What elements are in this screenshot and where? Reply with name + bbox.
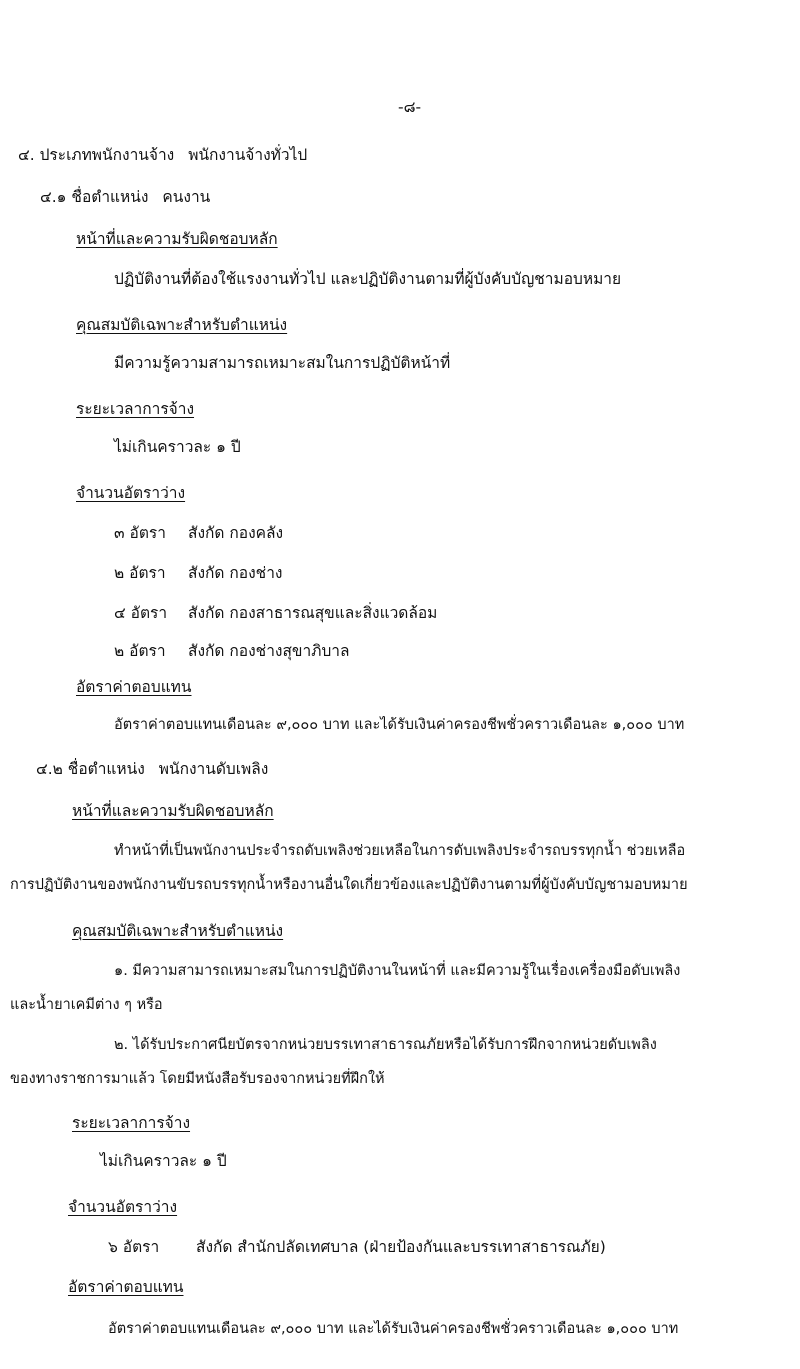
- page-number: -๘-: [398, 98, 422, 116]
- pay-label: อัตราค่าตอบแทน: [68, 1278, 184, 1296]
- position-label: ๔.๒ ชื่อตำแหน่ง: [36, 760, 145, 778]
- vacancy-count: ๒ อัตรา: [114, 642, 166, 660]
- qualification-item-2-line1: ๒. ได้รับประกาศนียบัตรจากหน่วยบรรเทาสาธารณภัยหรือได้รับการฝึกจากหน่วยดับเพลิง: [114, 1037, 657, 1053]
- vacancy-unit: สังกัด กองช่างสุขาภิบาล: [188, 642, 350, 660]
- vacancy-count: ๓ อัตรา: [114, 524, 166, 542]
- qualification-label: คุณสมบัติเฉพาะสำหรับตำแหน่ง: [72, 922, 284, 940]
- duties-text: ปฏิบัติงานที่ต้องใช้แรงงานทั่วไป และปฏิบัติงานตามที่ผู้บังคับบัญชามอบหมาย: [114, 270, 622, 288]
- vacancy-row: [114, 602, 437, 624]
- vacancy-unit: สังกัด กองช่าง: [188, 564, 283, 582]
- vacancy-row: [114, 640, 349, 662]
- duties-text-line1: ทำหน้าที่เป็นพนักงานประจำรถดับเพลิงช่วยเหลือในการดับเพลิงประจำรถบรรทุกน้ำ ช่วยเหลือ: [114, 843, 686, 859]
- qualification-item-1-line1: ๑. มีความสามารถเหมาะสมในการปฏิบัติงานในหน้าที่ และมีความรู้ในเรื่องเครื่องมือดับเพลิง: [114, 963, 681, 979]
- position-label: ๔.๑ ชื่อตำแหน่ง: [40, 188, 149, 206]
- period-label: ระยะเวลาการจ้าง: [76, 400, 195, 418]
- vacancy-unit: สังกัด กองคลัง: [188, 524, 284, 542]
- pay-label: อัตราค่าตอบแทน: [76, 678, 192, 696]
- vacancy-row: [114, 522, 283, 544]
- position-heading: [36, 758, 268, 780]
- qualification-item-2-line2: ของทางราชการมาแล้ว โดยมีหนังสือรับรองจากหน่วยที่ฝึกให้: [10, 1071, 385, 1087]
- vacancy-count: ๔ อัตรา: [114, 604, 168, 622]
- qualification-text: มีความรู้ความสามารถเหมาะสมในการปฏิบัติหน้าที่: [114, 354, 451, 372]
- position-heading: [40, 186, 210, 208]
- vacancy-unit: สังกัด กองสาธารณสุขและสิ่งแวดล้อม: [188, 604, 438, 622]
- vacancy-label: จำนวนอัตราว่าง: [76, 484, 186, 502]
- period-text: ไม่เกินคราวละ ๑ ปี: [114, 438, 241, 456]
- qualification-label: คุณสมบัติเฉพาะสำหรับตำแหน่ง: [76, 316, 288, 334]
- duties-text-line2: การปฏิบัติงานของพนักงานขับรถบรรทุกน้ำหรืองานอื่นใดเกี่ยวข้องและปฏิบัติงานตามที่ผู้บังคับบัญชามอบหมาย: [10, 877, 688, 893]
- position-name: คนงาน: [162, 188, 211, 206]
- qualification-item-1-line2: และน้ำยาเคมีต่าง ๆ หรือ: [10, 997, 163, 1013]
- pay-text: อัตราค่าตอบแทนเดือนละ ๙,๐๐๐ บาท และได้รับเงินค่าครองชีพชั่วคราวเดือนละ ๑,๐๐๐ บาท: [114, 717, 685, 733]
- duties-label: หน้าที่และความรับผิดชอบหลัก: [76, 230, 278, 248]
- period-text: ไม่เกินคราวละ ๑ ปี: [100, 1152, 227, 1170]
- vacancy-unit: สังกัด สำนักปลัดเทศบาล (ฝ่ายป้องกันและบรรเทาสาธารณภัย): [196, 1238, 606, 1256]
- vacancy-label: จำนวนอัตราว่าง: [68, 1198, 178, 1216]
- vacancy-row: [114, 562, 282, 584]
- employee-type: พนักงานจ้างทั่วไป: [188, 146, 308, 164]
- vacancy-count: ๒ อัตรา: [114, 564, 166, 582]
- vacancy-count: ๖ อัตรา: [108, 1238, 160, 1256]
- section-title: ๔. ประเภทพนักงานจ้าง: [18, 146, 175, 164]
- duties-label: หน้าที่และความรับผิดชอบหลัก: [72, 802, 274, 820]
- period-label: ระยะเวลาการจ้าง: [72, 1114, 191, 1132]
- vacancy-row: [108, 1236, 606, 1258]
- position-name: พนักงานดับเพลิง: [158, 760, 269, 778]
- pay-text: อัตราค่าตอบแทนเดือนละ ๙,๐๐๐ บาท และได้รับเงินค่าครองชีพชั่วคราวเดือนละ ๑,๐๐๐ บาท: [108, 1321, 679, 1337]
- section-heading: [18, 144, 307, 166]
